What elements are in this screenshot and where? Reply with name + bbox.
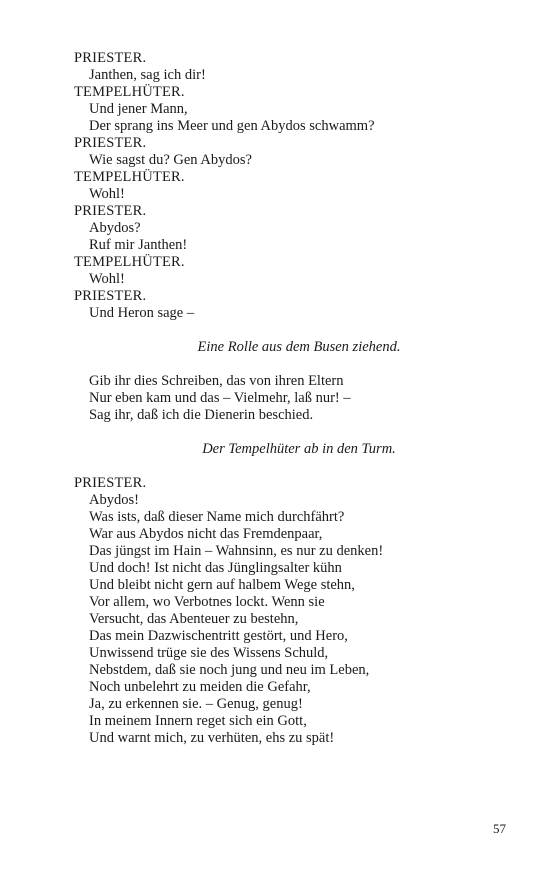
verse-line: Und doch! Ist nicht das Jünglingsalter kühn: [89, 560, 342, 576]
verse-line: Sag ihr, daß ich die Dienerin beschied.: [89, 407, 314, 423]
verse-line: Wie sagst du? Gen Abydos?: [89, 152, 252, 168]
speaker-name: PRIESTER.: [74, 288, 147, 304]
verse-line: Ja, zu erkennen sie. – Genug, genug!: [89, 696, 303, 712]
blank-line: [74, 424, 494, 441]
verse-line: Abydos!: [89, 492, 139, 508]
page-number: 57: [493, 821, 506, 836]
speaker-name: TEMPELHÜTER.: [74, 254, 185, 270]
verse-line: Das mein Dazwischentritt gestört, und Hero,: [89, 628, 348, 644]
verse-line: Nur eben kam und das – Vielmehr, laß nur! –: [89, 390, 351, 406]
verse-line: Vor allem, wo Verbotnes lockt. Wenn sie: [89, 594, 325, 610]
verse-line: Wohl!: [89, 186, 125, 202]
speaker-name: PRIESTER.: [74, 50, 147, 66]
text-column: [74, 50, 494, 747]
speaker-name: TEMPELHÜTER.: [74, 169, 185, 185]
verse-line: Nebstdem, daß sie noch jung und neu im Leben,: [89, 662, 370, 678]
blank-line: [74, 356, 494, 373]
speaker-name: PRIESTER.: [74, 203, 147, 219]
blank-line: [74, 458, 494, 475]
verse-line: Und jener Mann,: [89, 101, 188, 117]
verse-line: In meinem Innern reget sich ein Gott,: [89, 713, 307, 729]
verse-line: Ruf mir Janthen!: [89, 237, 188, 253]
stage-direction: Der Tempelhüter ab in den Turm.: [202, 441, 396, 457]
verse-line: Janthen, sag ich dir!: [89, 67, 206, 83]
verse-line: Das jüngst im Hain – Wahnsinn, es nur zu denken!: [89, 543, 384, 559]
verse-line: Gib ihr dies Schreiben, das von ihren Eltern: [89, 373, 344, 389]
verse-line: Unwissend trüge sie des Wissens Schuld,: [89, 645, 329, 661]
blank-line: [74, 322, 494, 339]
verse-line: Und Heron sage –: [89, 305, 195, 321]
speaker-name: PRIESTER.: [74, 475, 147, 491]
stage-direction: Eine Rolle aus dem Busen ziehend.: [197, 339, 401, 355]
verse-line: Noch unbelehrt zu meiden die Gefahr,: [89, 679, 311, 695]
verse-line: Wohl!: [89, 271, 125, 287]
verse-line: Und bleibt nicht gern auf halbem Wege stehn,: [89, 577, 355, 593]
verse-line: Abydos?: [89, 220, 141, 236]
verse-line: Was ists, daß dieser Name mich durchfährt?: [89, 509, 345, 525]
speaker-name: TEMPELHÜTER.: [74, 84, 185, 100]
verse-line: Versucht, das Abenteuer zu bestehn,: [89, 611, 299, 627]
verse-line: Der sprang ins Meer und gen Abydos schwamm?: [89, 118, 375, 134]
speaker-name: PRIESTER.: [74, 135, 147, 151]
verse-line: War aus Abydos nicht das Fremdenpaar,: [89, 526, 323, 542]
verse-line: Und warnt mich, zu verhüten, ehs zu spät!: [89, 730, 335, 746]
